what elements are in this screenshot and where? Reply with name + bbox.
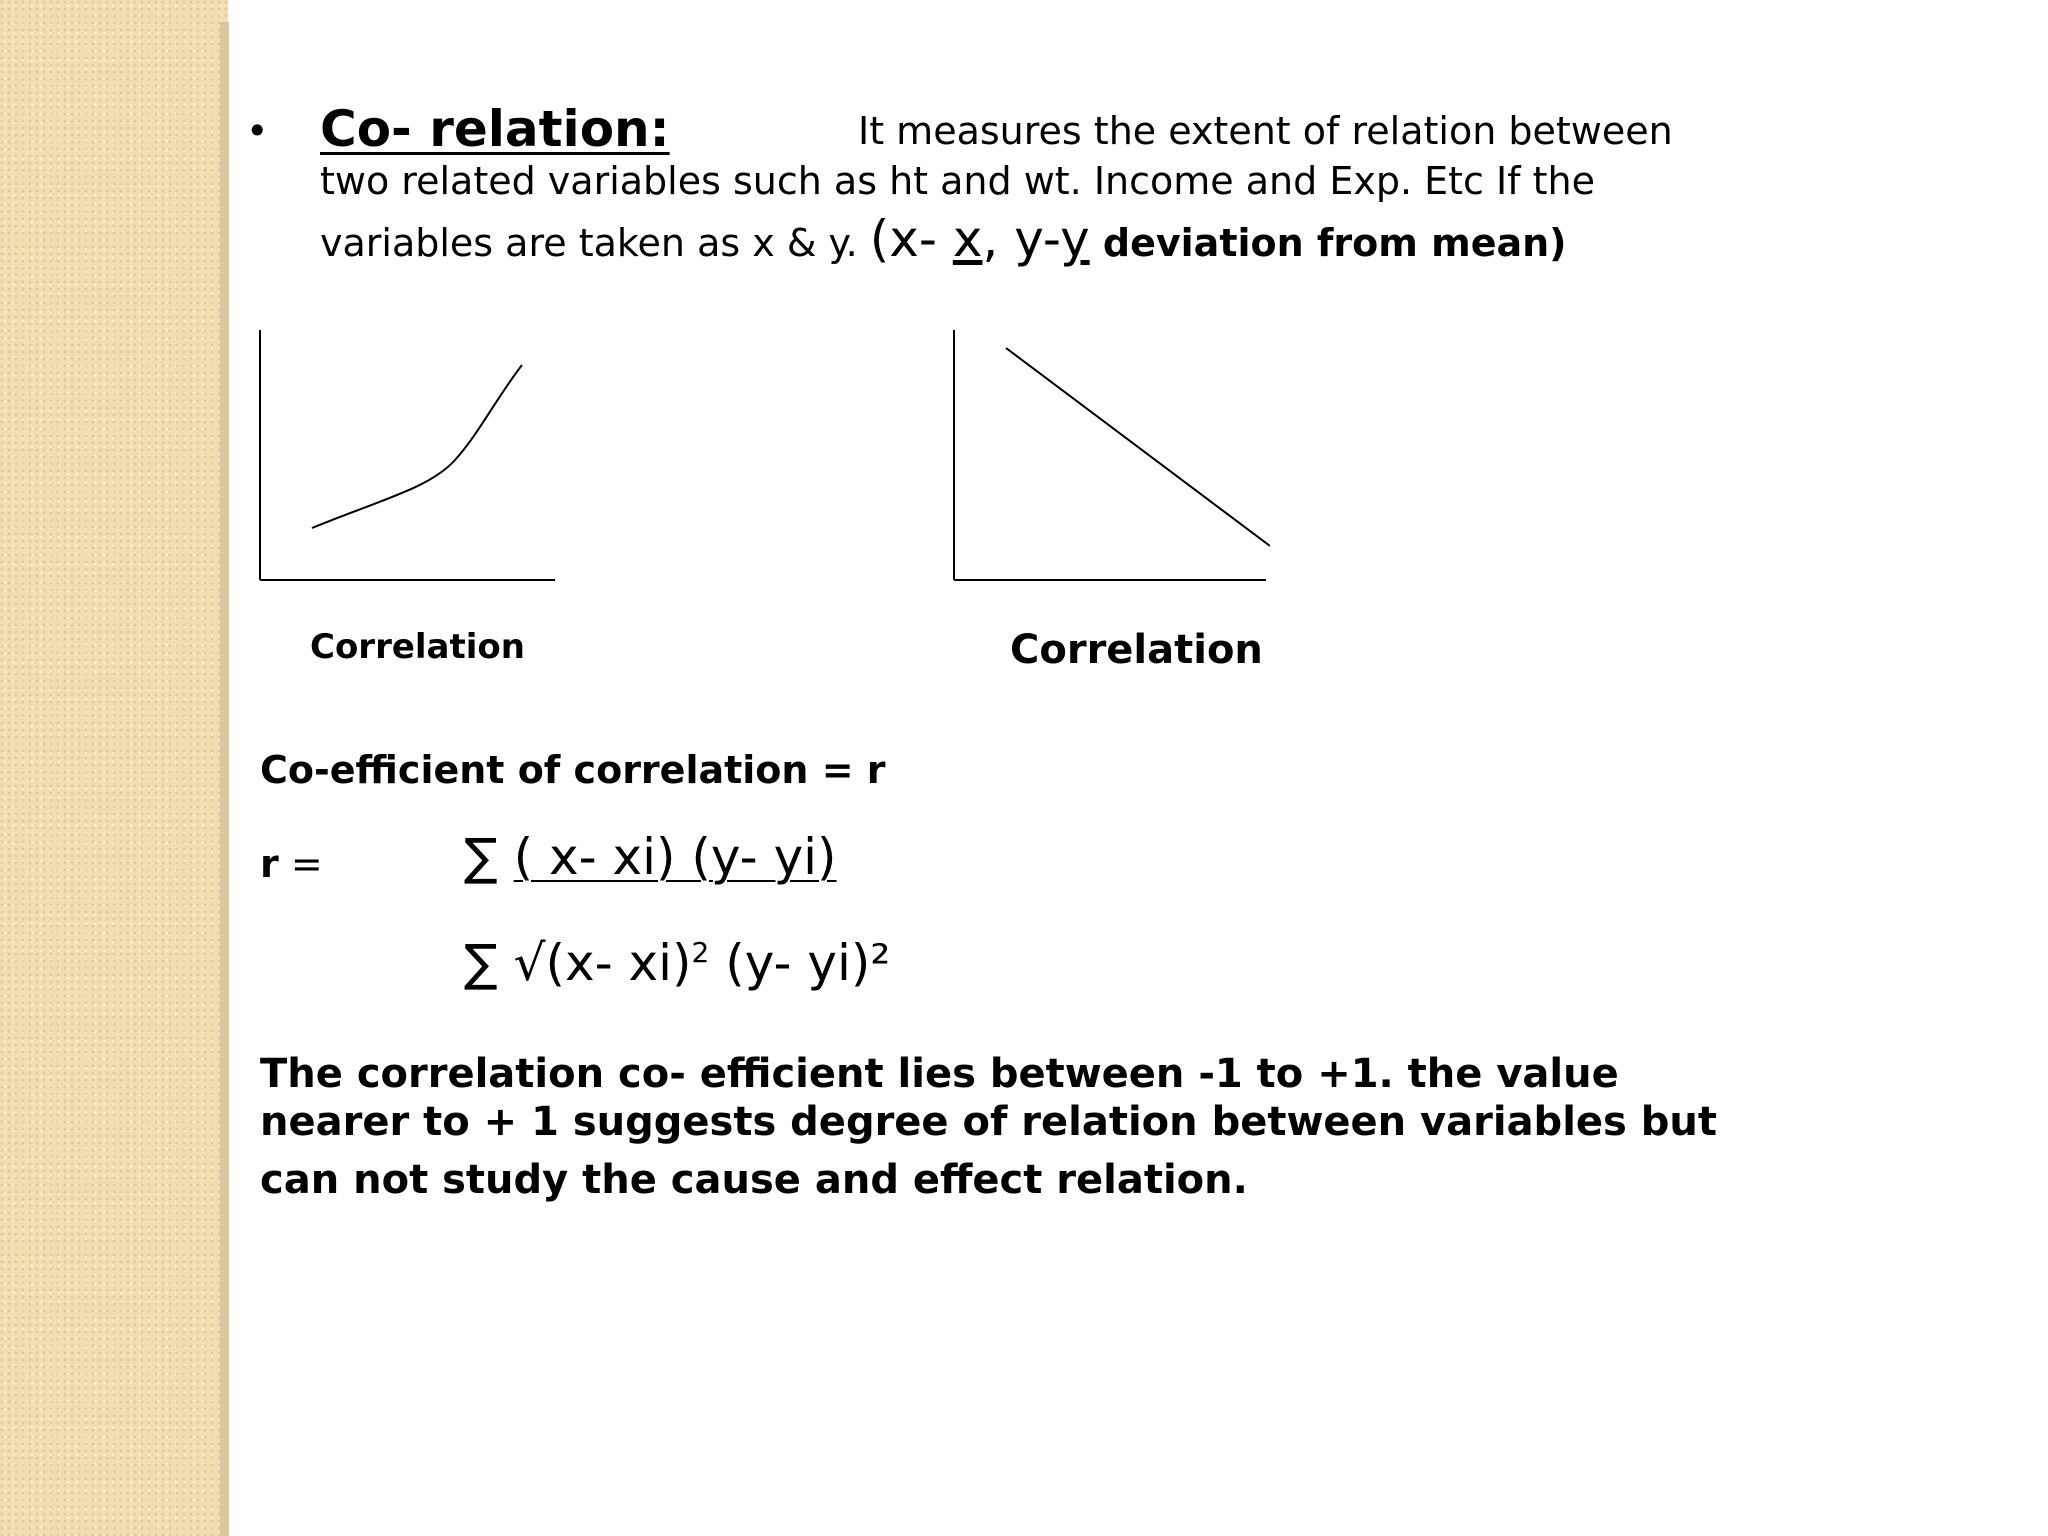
denominator-expression-a: √(x- xi) <box>513 934 692 992</box>
deviation-text: deviation from mean) <box>1089 221 1567 265</box>
conclusion-line-3: can not study the cause and effect relation. <box>260 1157 1248 1203</box>
denominator-superscript: 2 <box>691 936 710 969</box>
formula-r-label <box>260 840 323 888</box>
definition-line-1: It measures the extent of relation between <box>858 109 1673 153</box>
formula-denominator <box>464 922 890 994</box>
conclusion-line-1: The correlation co- efficient lies between -1 to +1. the value <box>260 1051 1619 1097</box>
deviation-open: (x- <box>869 210 953 268</box>
conclusion-paragraph <box>260 1050 1717 1204</box>
formula-numerator <box>464 826 837 888</box>
decorative-side-strip <box>0 0 228 1536</box>
coefficient-heading: Co-efficient of correlation = r <box>260 748 886 792</box>
graph-2-label: Correlation <box>1010 627 1263 673</box>
denominator-expression-b: (y- yi)² <box>709 934 891 992</box>
definition-line-3-prefix: variables are taken as x & y. <box>320 221 870 265</box>
positive-correlation-graph <box>250 320 560 590</box>
r-symbol: r <box>260 842 279 886</box>
definition-line-2: two related variables such as ht and wt. Income and Exp. Etc If the <box>320 159 1596 203</box>
x-mean-symbol: x <box>952 210 983 268</box>
graph-1-label: Correlation <box>310 627 525 667</box>
deviation-comma: , y- <box>982 210 1061 268</box>
graph-1-curve <box>312 365 522 528</box>
slide-heading: Co- relation: <box>320 100 670 158</box>
numerator-sigma: ∑ <box>464 828 498 886</box>
conclusion-line-2: nearer to + 1 suggests degree of relation between variables but <box>260 1099 1717 1145</box>
equals-sign: = <box>278 842 323 886</box>
bullet-marker: • <box>246 109 269 153</box>
numerator-expression: ( x- xi) (y- yi) <box>513 828 837 886</box>
y-mean-symbol: y <box>1060 210 1090 268</box>
definition-line-3 <box>320 210 1567 268</box>
side-strip-edge <box>220 22 229 1536</box>
denominator-sigma: ∑ <box>464 934 498 992</box>
graph-2-line <box>1006 348 1270 546</box>
negative-correlation-graph <box>950 320 1270 590</box>
